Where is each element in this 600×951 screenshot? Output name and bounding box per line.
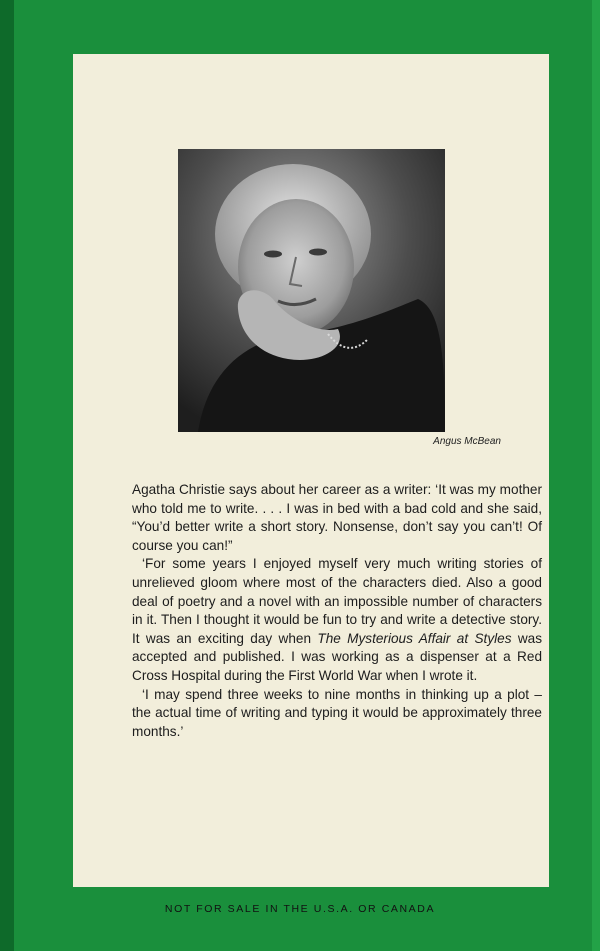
back-cover-panel [73,54,549,887]
sale-notice: NOT FOR SALE IN THE U.S.A. OR CANADA [164,903,436,915]
paragraph-2-before: ‘For some years I enjoyed myself very much writing stories of unrelieved gloom where most of the characters died. Also a good deal of poetry and a novel with an impossible number of characters in it. Then I thought it would be fun to try and write a detective story. It was an exciting day when [132,556,542,646]
author-portrait-icon [178,149,445,432]
photo-credit: Angus McBean [433,436,501,447]
author-quote-text [132,481,542,741]
paragraph-3: ‘I may spend three weeks to nine months in thinking up a plot – the actual time of writing and typing it would be approximately three months.’ [132,686,542,739]
paragraph-1: Agatha Christie says about her career as a writer: ‘It was my mother who told me to write. . . . I was in bed with a bad cold and she said, “You’d better write a short story. Nonsense, don’t say you can’t! Of course you can!” [132,482,542,553]
author-photo [178,149,445,432]
book-title: The Mysterious Affair at Styles [317,630,512,646]
paragraph-2-after: was accepted and published. I was working as a dispenser at a Red Cross Hospital during the First World War when I wrote it. [132,630,543,683]
cover-right-edge [592,0,600,951]
cover-spine-edge [0,0,14,951]
paragraph-2 [132,555,542,685]
